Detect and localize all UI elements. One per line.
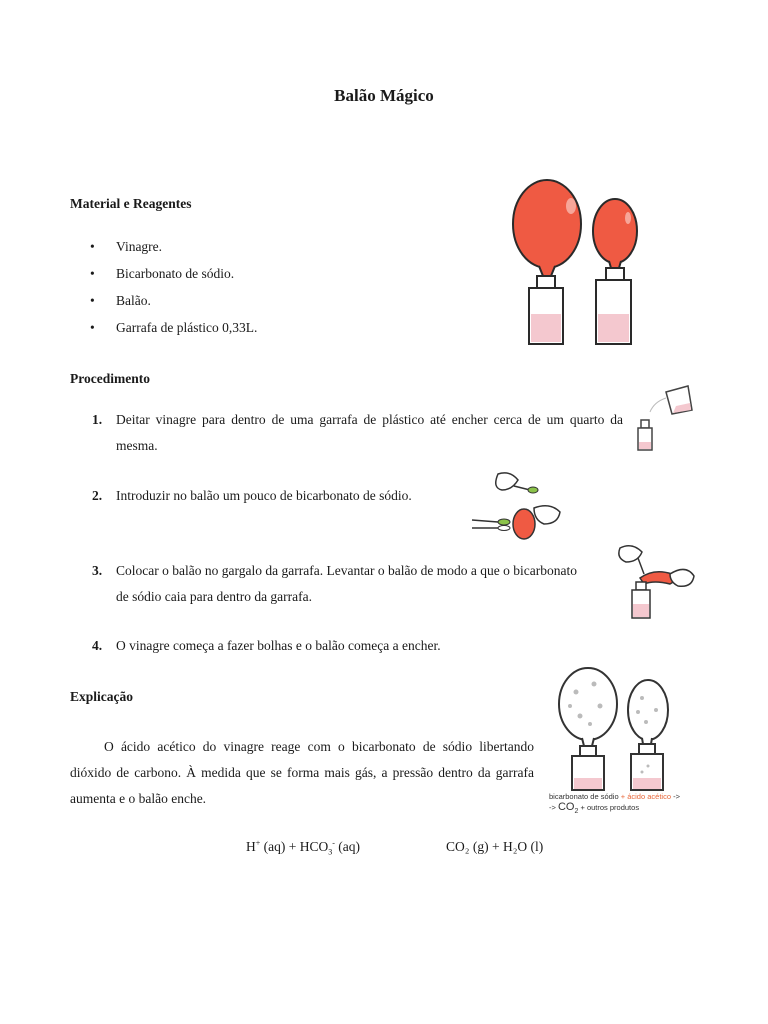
list-item: • Vinagre. <box>90 239 163 254</box>
balloon-shape <box>513 509 535 539</box>
attach-balloon-illustration <box>614 540 700 622</box>
balloon-shape <box>513 180 581 268</box>
reaction-caption: bicarbonato de sódio + ácido acético -> -> $CO_2$ + outros produtos <box>549 792 680 816</box>
co2-label: $CO_2$ <box>557 801 579 816</box>
pouring-vinegar-illustration <box>636 384 698 454</box>
bullet-icon: • <box>90 266 95 281</box>
list-item: • Balão. <box>90 293 151 308</box>
balloon-shape <box>593 199 637 263</box>
procedure-step: 2. Introduzir no balão um pouco de bicarbonato de sódio. <box>92 488 412 503</box>
procedure-step: 1. Deitar vinagre para dentro de uma garrafa de plástico até encher cerca de um quarto da mesma. <box>92 412 623 453</box>
balloon-shape <box>559 668 617 740</box>
gas-balloons-illustration <box>550 662 690 790</box>
equation-left: H+ $(aq) + HCO_3^-$ (aq) <box>246 838 361 857</box>
list-item: • Bicarbonato de sódio. <box>90 266 235 281</box>
bullet-icon: • <box>90 293 95 308</box>
balloon-shape <box>628 680 668 740</box>
page-title: Balão Mágico <box>334 86 434 105</box>
explanation-paragraph: O ácido acético do vinagre reage com o bicarbonato de sódio libertando dióxido de carbono. À medida que se forma mais gás, a pressão dentro da garrafa aumenta e o balão enche. <box>70 739 534 806</box>
glove-hand-icon <box>670 569 694 586</box>
list-item: • Garrafa de plástico 0,33L. <box>90 320 258 335</box>
liquid-shape <box>531 314 561 342</box>
bullet-icon: • <box>90 239 95 254</box>
equation-right: CO₂ (g) + H₂O (l) <box>446 839 544 854</box>
bullet-icon: • <box>90 320 95 335</box>
explanation-heading: Explicação <box>70 689 133 704</box>
spoon-balloon-illustration <box>468 466 568 546</box>
glove-hand-icon <box>496 473 518 490</box>
materials-heading: Material e Reagentes <box>70 196 192 211</box>
procedure-step: 4. O vinagre começa a fazer bolhas e o balão começa a encher. <box>92 638 441 653</box>
inflated-balloons-illustration <box>505 176 645 346</box>
glove-hand-icon <box>534 506 560 524</box>
procedure-step: 3. Colocar o balão no gargalo da garrafa. Levantar o balão de modo a que o bicarbonato de sódio caia para dentro da garrafa. <box>92 563 577 604</box>
balloon-highlight <box>566 198 576 214</box>
procedure-heading: Procedimento <box>70 371 150 386</box>
